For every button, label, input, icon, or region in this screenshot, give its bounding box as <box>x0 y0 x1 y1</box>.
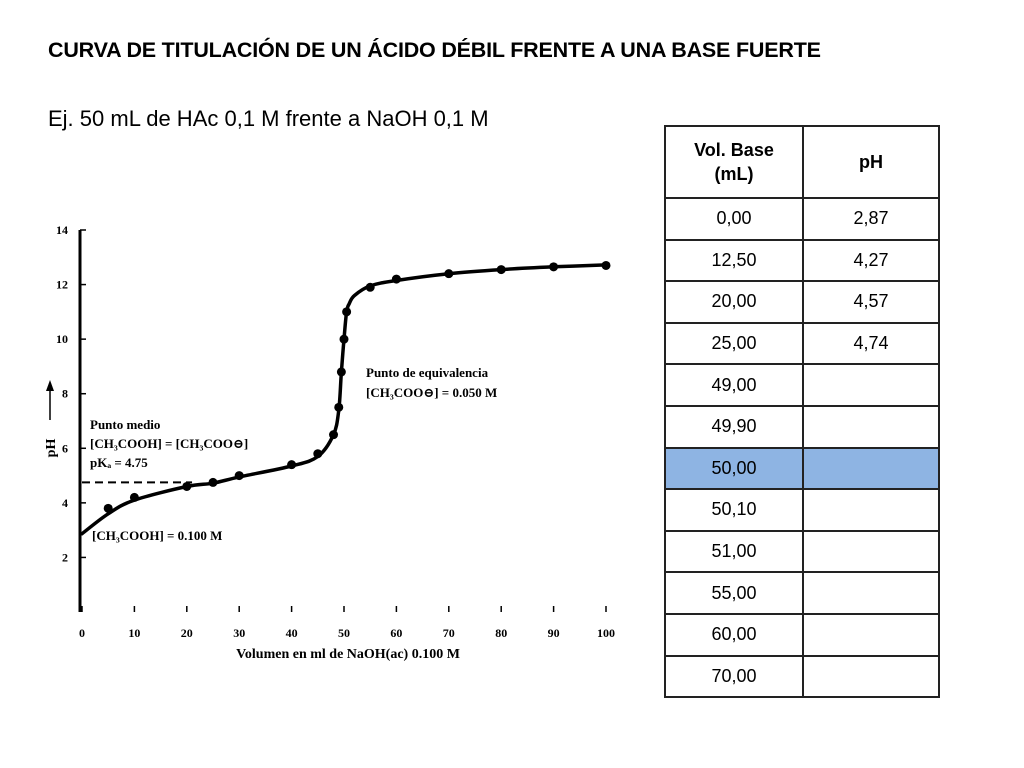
y-tick-label: 10 <box>56 332 68 347</box>
table-row <box>665 531 939 573</box>
table-row <box>665 240 939 282</box>
table-row-highlighted <box>665 448 939 490</box>
table-row <box>665 489 939 531</box>
data-point <box>182 482 191 491</box>
y-tick-label: 8 <box>62 386 68 401</box>
cell-ph <box>803 531 939 573</box>
cell-ph: 4,57 <box>803 281 939 323</box>
cell-ph: 2,87 <box>803 198 939 240</box>
slide-subtitle: Ej. 50 mL de HAc 0,1 M frente a NaOH 0,1 M <box>48 106 489 131</box>
header-ph: pH <box>803 126 939 198</box>
x-tick-label: 50 <box>338 626 350 640</box>
midpoint-equation: [CH₃COOH] = [CH₃COO⊖] <box>90 436 249 451</box>
data-point <box>497 265 506 274</box>
cell-vol: 12,50 <box>665 240 803 282</box>
data-point <box>549 262 558 271</box>
x-tick-label: 20 <box>180 626 193 640</box>
table-row <box>665 323 939 365</box>
cell-ph: 4,74 <box>803 323 939 365</box>
cell-vol: 51,00 <box>665 531 803 573</box>
data-point <box>287 460 296 469</box>
equivalence-title: Punto de equivalencia <box>366 365 489 380</box>
titration-curve <box>82 265 606 534</box>
cell-ph: 4,27 <box>803 240 939 282</box>
data-point <box>602 261 611 270</box>
y-axis-label: pH <box>44 438 59 458</box>
data-point <box>329 430 338 439</box>
cell-ph <box>803 489 939 531</box>
data-point <box>366 283 375 292</box>
data-point <box>313 449 322 458</box>
data-point <box>340 335 349 344</box>
cell-ph <box>803 656 939 698</box>
cell-vol: 50,10 <box>665 489 803 531</box>
cell-vol: 49,00 <box>665 364 803 406</box>
cell-vol: 70,00 <box>665 656 803 698</box>
cell-ph <box>803 406 939 448</box>
y-tick-label: 6 <box>62 441 68 456</box>
cell-ph <box>803 448 939 490</box>
table-row <box>665 406 939 448</box>
titration-chart <box>36 210 626 670</box>
x-tick-label: 60 <box>390 626 403 640</box>
cell-vol: 55,00 <box>665 572 803 614</box>
cell-vol: 25,00 <box>665 323 803 365</box>
x-tick-label: 100 <box>597 626 615 640</box>
table-header-row <box>665 126 939 198</box>
data-point <box>334 403 343 412</box>
data-point <box>342 307 351 316</box>
cell-ph <box>803 614 939 656</box>
midpoint-title: Punto medio <box>90 417 161 432</box>
table-row <box>665 281 939 323</box>
cell-vol: 60,00 <box>665 614 803 656</box>
y-tick-label: 4 <box>62 495 68 510</box>
data-point <box>392 275 401 284</box>
table-row <box>665 572 939 614</box>
cell-vol: 49,90 <box>665 406 803 448</box>
x-tick-label: 10 <box>128 626 141 640</box>
x-axis-label: Volumen en ml de NaOH(ac) 0.100 M <box>236 647 460 662</box>
cell-vol: 50,00 <box>665 448 803 490</box>
x-tick-label: 70 <box>442 626 455 640</box>
data-table <box>664 125 940 698</box>
data-point <box>235 471 244 480</box>
x-tick-label: 90 <box>547 626 560 640</box>
equivalence-concentration: [CH₃COO⊖] = 0.050 M <box>366 385 498 400</box>
x-tick-label: 40 <box>285 626 298 640</box>
table-row <box>665 656 939 698</box>
header-vol-base: Vol. Base (mL) <box>665 126 803 198</box>
cell-ph <box>803 572 939 614</box>
x-tick-label: 30 <box>233 626 246 640</box>
cell-vol: 0,00 <box>665 198 803 240</box>
slide-title: CURVA DE TITULACIÓN DE UN ÁCIDO DÉBIL FRENTE A UNA BASE FUERTE <box>48 38 821 62</box>
initial-concentration: [CH₃COOH] = 0.100 M <box>92 528 223 543</box>
data-point <box>104 504 113 513</box>
y-axis-arrow <box>46 380 54 420</box>
data-point <box>337 367 346 376</box>
y-tick-label: 14 <box>56 223 68 237</box>
midpoint-pka: pKₐ = 4.75 <box>90 455 148 470</box>
cell-vol: 20,00 <box>665 281 803 323</box>
table-row <box>665 614 939 656</box>
data-point <box>444 269 453 278</box>
data-point <box>130 493 139 502</box>
data-point <box>209 478 218 487</box>
table-row <box>665 198 939 240</box>
y-tick-label: 12 <box>56 277 68 292</box>
x-tick-label: 80 <box>495 626 508 640</box>
cell-ph <box>803 364 939 406</box>
table-row <box>665 364 939 406</box>
x-tick-label: 0 <box>79 626 85 640</box>
y-tick-label: 2 <box>62 550 68 565</box>
